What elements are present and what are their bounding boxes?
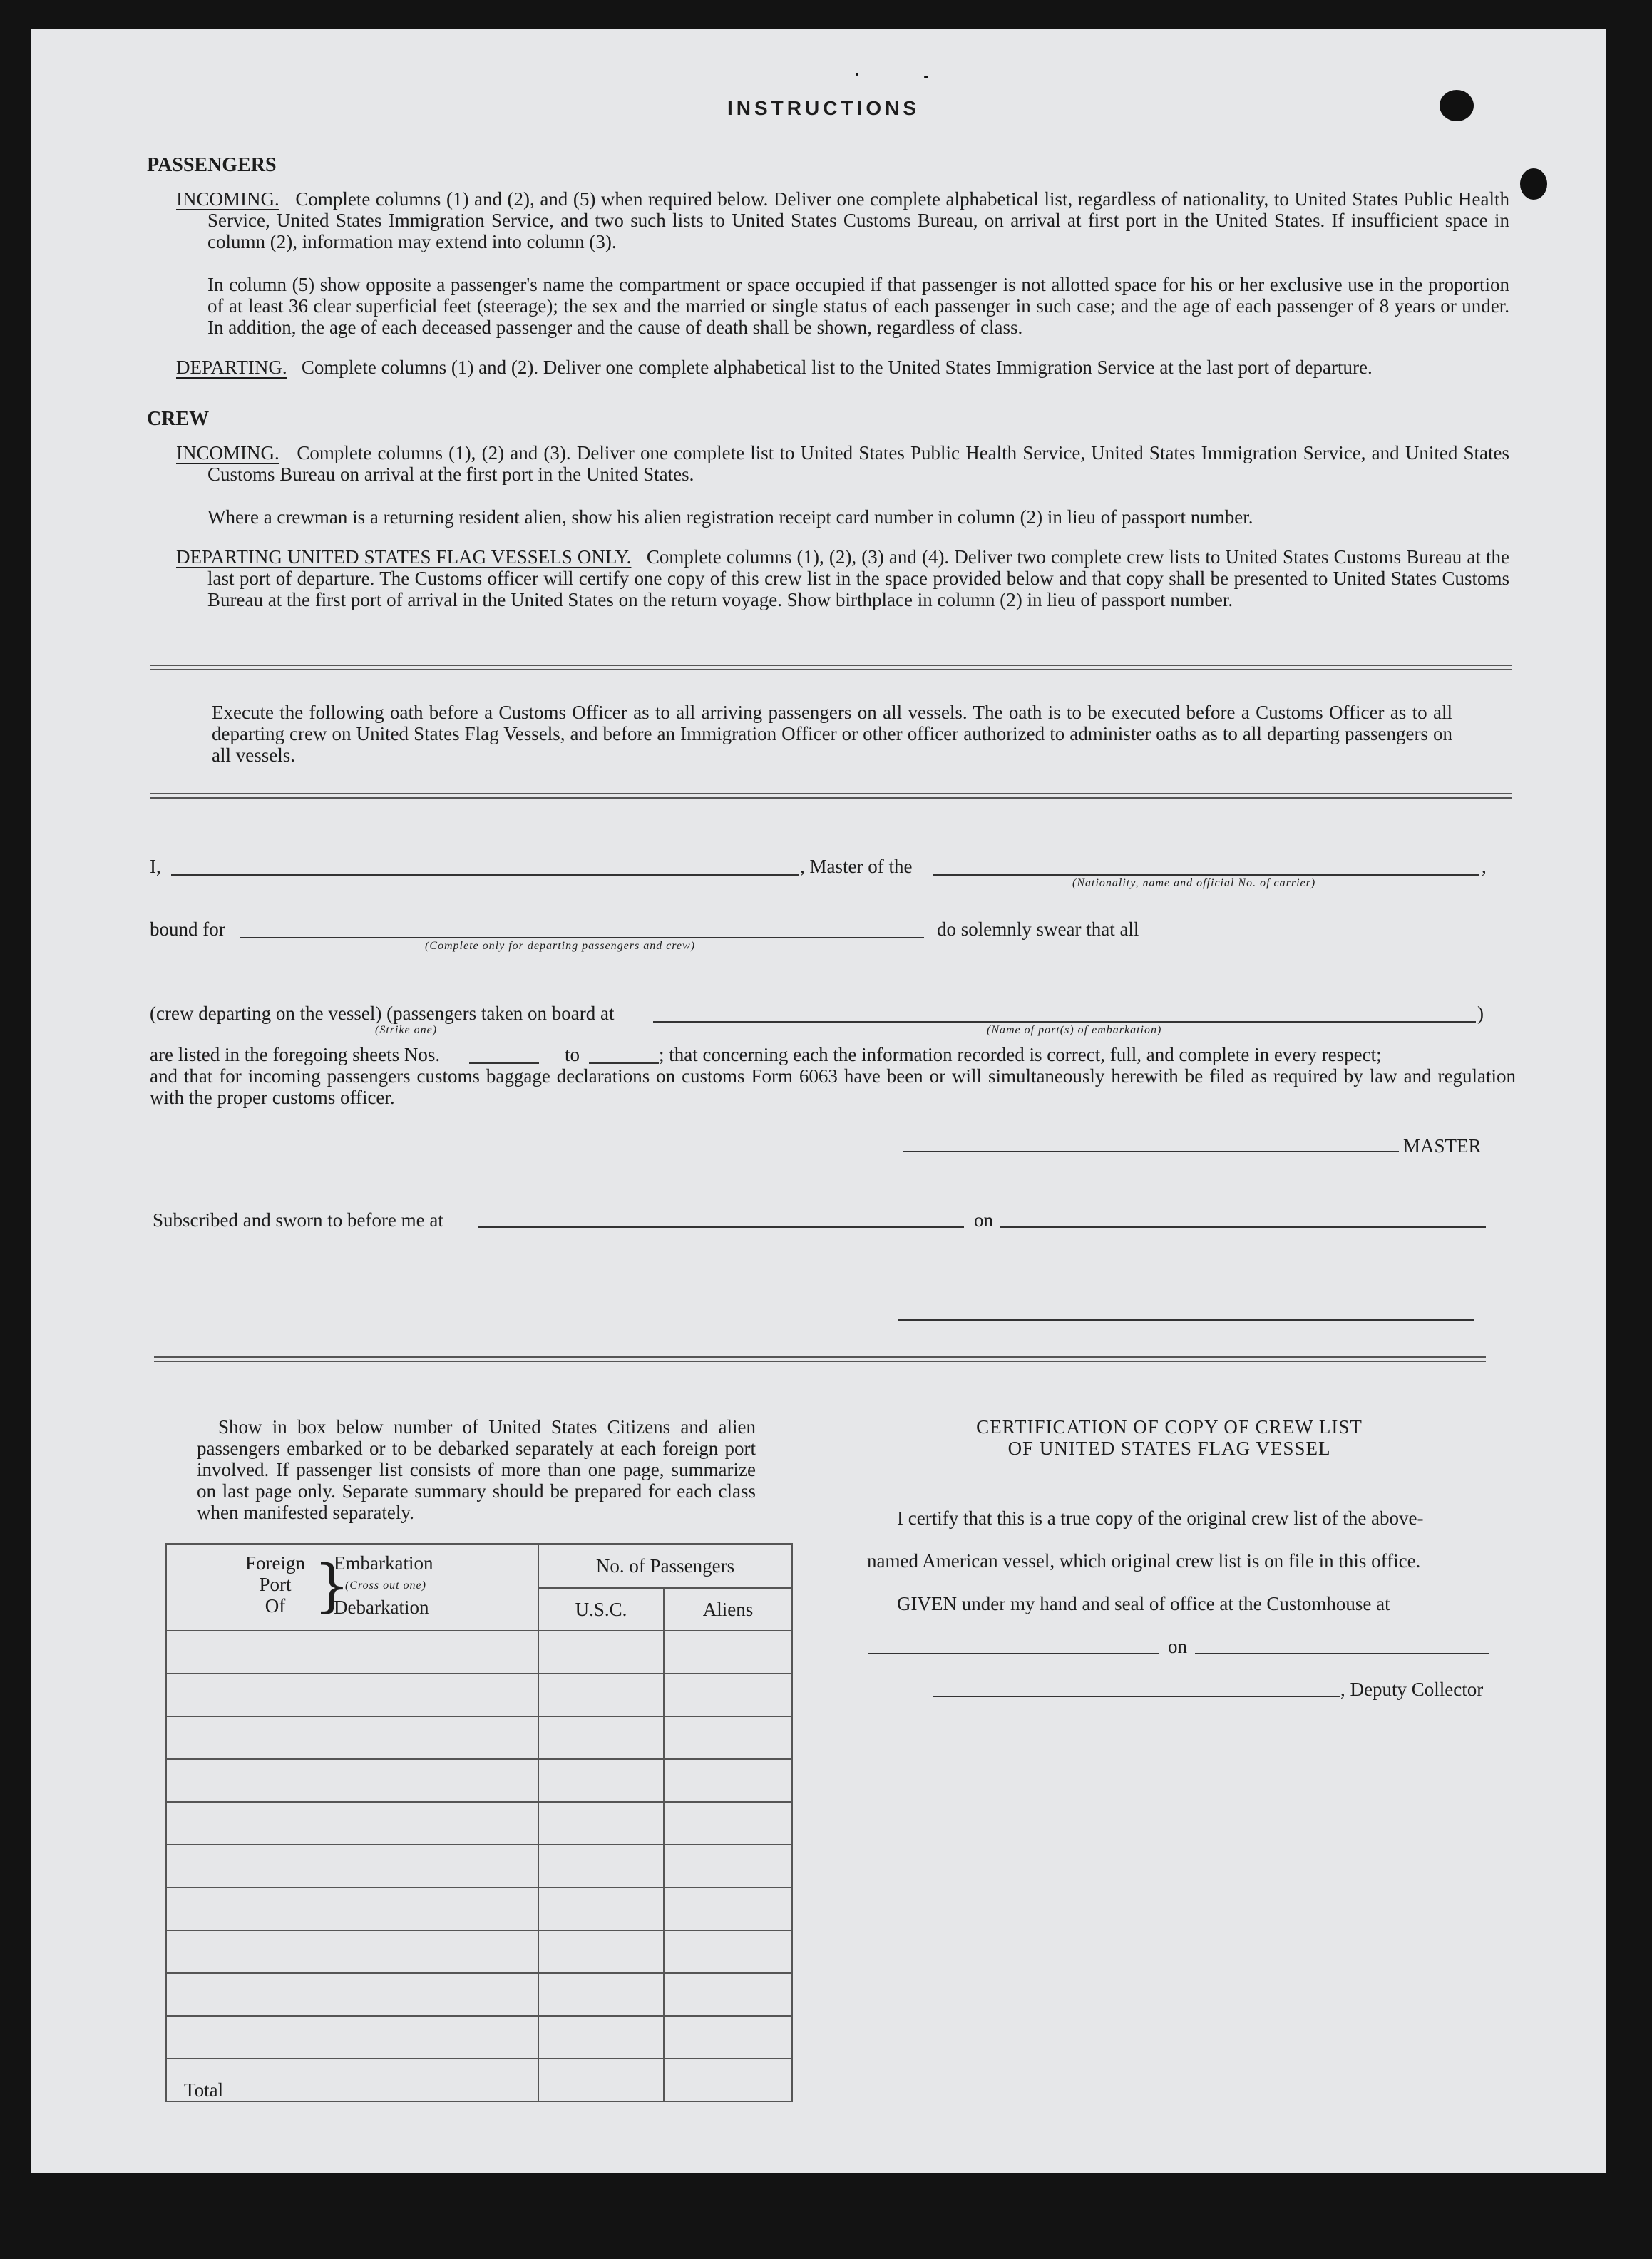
table-cell[interactable] [664, 1674, 792, 1716]
bound-for-caption: (Complete only for departing passengers and crew) [425, 940, 696, 952]
oath-instruction-paragraph: Execute the following oath before a Customs Officer as to all arriving passengers on all vessels. The oath is to be executed before a Customs Officer as to all departing crew on United States Flag Vessels, and before an Immigration Officer or other officer authorized to administer oaths as to all departing passengers on all vessels. [212, 702, 1452, 766]
table-cell[interactable] [538, 1674, 664, 1716]
col-embarkation: Embarkation [334, 1552, 433, 1574]
total-label: Total [166, 2059, 538, 2101]
passenger-summary-table [165, 1543, 793, 2102]
form-page [31, 29, 1606, 2173]
crew-departing-paragraph [176, 546, 1509, 610]
summary-instructions: Show in box below number of United States Citizens and alien passengers embarked or to be debarked separately at each foreign port involved. If passenger list consists of more than one page, summarize on last page only. Separate summary should be prepared for each class when manifested separately. [197, 1416, 756, 1523]
deputy-collector-signature-field[interactable] [933, 1696, 1340, 1697]
bound-for-label: bound for [150, 918, 225, 940]
certification-on-label: on [1168, 1636, 1187, 1657]
section-divider [150, 665, 1512, 670]
sheet-from-field[interactable] [469, 1062, 539, 1064]
page-title: INSTRUCTIONS [727, 97, 920, 119]
certification-date-field[interactable] [1195, 1653, 1489, 1654]
sheet-to-field[interactable] [589, 1062, 659, 1064]
bound-for-field[interactable] [240, 937, 924, 938]
ports-caption: (Name of port(s) of embarkation) [987, 1024, 1162, 1036]
table-cell[interactable] [664, 1973, 792, 2016]
table-cell[interactable] [538, 2016, 664, 2059]
brace-left-icon: } [314, 1552, 350, 1619]
master-of-the-label: , Master of the [800, 856, 913, 877]
crew-heading: CREW [147, 408, 210, 430]
section-divider [150, 793, 1512, 799]
strike-one-caption: (Strike one) [375, 1024, 438, 1036]
table-cell[interactable] [538, 1887, 664, 1930]
table-cell[interactable] [664, 1887, 792, 1930]
carrier-caption: (Nationality, name and official No. of carrier) [1072, 877, 1316, 889]
crew-incoming-text: Complete columns (1), (2) and (3). Deliver one complete list to United States Public Health Service, United States Immigration Service, and United States Customs Bureau on arrival at the first port in the United States. [207, 442, 1510, 485]
ports-close-paren: ) [1477, 1003, 1484, 1024]
table-cell[interactable] [664, 1759, 792, 1802]
table-cell[interactable] [664, 1631, 792, 1674]
table-cell[interactable] [166, 1887, 538, 1930]
col-port: Port [259, 1574, 292, 1595]
deputy-collector-label: , Deputy Collector [1340, 1679, 1484, 1700]
crew-incoming-label: INCOMING. [176, 442, 279, 463]
section-divider [154, 1356, 1486, 1362]
ink-dot-decoration [856, 73, 858, 76]
ink-blot-decoration [1520, 168, 1547, 200]
total-usc-cell[interactable] [538, 2059, 664, 2101]
table-cell[interactable] [166, 1631, 538, 1674]
embarkation-ports-field[interactable] [653, 1021, 1476, 1023]
table-cell[interactable] [664, 1716, 792, 1759]
table-cell[interactable] [166, 1759, 538, 1802]
col-of: Of [265, 1595, 286, 1617]
port-header-cell [166, 1544, 538, 1631]
crew-departing-text-line: (crew departing on the vessel) (passengers taken on board at [150, 1003, 615, 1024]
certification-title-line1: CERTIFICATION OF COPY OF CREW LIST [976, 1416, 1363, 1438]
listed-text-c: and that for incoming passengers customs baggage declarations on customs Form 6063 have been or will simultaneously herewith be filed as required by law and regulation with the proper customs officer. [150, 1065, 1516, 1108]
passengers-departing-text: Complete columns (1) and (2). Deliver one complete alphabetical list to the United States Immigration Service at the last port of departure. [301, 357, 1373, 378]
table-cell[interactable] [664, 1845, 792, 1887]
ink-blot-decoration [1440, 90, 1474, 121]
table-cell[interactable] [166, 1973, 538, 2016]
listed-to-label: to [565, 1044, 580, 1065]
col-foreign: Foreign [245, 1552, 305, 1574]
table-cell[interactable] [538, 1716, 664, 1759]
col-cross-out: (Cross out one) [345, 1579, 426, 1592]
table-cell[interactable] [664, 1930, 792, 1973]
master-label: MASTER [1403, 1135, 1482, 1157]
passengers-incoming-paragraph [176, 188, 1509, 252]
col-passengers: No. of Passengers [538, 1544, 792, 1588]
sworn-on-label: on [974, 1209, 993, 1231]
table-cell[interactable] [538, 1930, 664, 1973]
total-aliens-cell[interactable] [664, 2059, 792, 2101]
swear-text: do solemnly swear that all [937, 918, 1139, 940]
listed-text-a: are listed in the foregoing sheets Nos. [150, 1044, 441, 1065]
table-cell[interactable] [166, 1930, 538, 1973]
table-cell[interactable] [166, 1802, 538, 1845]
crew-departing-text: Complete columns (1), (2), (3) and (4). Deliver two complete crew lists to United States Customs Bureau at the last port of departure. The Customs officer will certify one copy of this crew list in the space provided below and that copy shall be presented to United States Customs Bureau at the first port of arrival in the United States on the return voyage. Show birthplace in column (2) in lieu of passport number. [207, 546, 1509, 610]
table-cell[interactable] [664, 1802, 792, 1845]
crew-resident-paragraph: Where a crewman is a returning resident alien, show his alien registration receipt card number in column (2) in lieu of passport number. [207, 506, 1253, 528]
sworn-date-field[interactable] [1000, 1226, 1486, 1228]
officer-signature-field[interactable] [898, 1319, 1474, 1321]
table-cell[interactable] [538, 1845, 664, 1887]
table-cell[interactable] [166, 1716, 538, 1759]
table-cell[interactable] [538, 1802, 664, 1845]
certification-line3: GIVEN under my hand and seal of office at the Customhouse at [897, 1593, 1390, 1614]
carrier-field[interactable] [933, 874, 1479, 876]
passengers-heading: PASSENGERS [147, 154, 277, 176]
ink-dot-decoration [924, 76, 928, 78]
passengers-column5-paragraph: In column (5) show opposite a passenger's name the compartment or space occupied if that passenger is not allotted space for his or her exclusive use in the proportion of at least 36 clear superficial feet (steerage); the sex and the married or single status of each passenger in such case; and the age of each passenger of 8 years or under. In addition, the age of each deceased passenger and the cause of death shall be shown, regardless of class. [207, 274, 1509, 338]
passengers-incoming-label: INCOMING. [176, 188, 279, 210]
listed-text-b: ; that concerning each the information recorded is correct, full, and complete in every respect; [659, 1044, 1382, 1065]
table-cell[interactable] [166, 1674, 538, 1716]
passengers-departing-label: DEPARTING. [176, 357, 287, 378]
subscribed-label: Subscribed and sworn to before me at [153, 1209, 443, 1231]
sworn-at-field[interactable] [478, 1226, 964, 1228]
certification-title-line2: OF UNITED STATES FLAG VESSEL [1007, 1438, 1331, 1459]
col-usc: U.S.C. [538, 1588, 664, 1631]
customhouse-field[interactable] [868, 1653, 1159, 1654]
passengers-departing-paragraph [176, 357, 1509, 378]
passengers-incoming-text: Complete columns (1) and (2), and (5) when required below. Deliver one complete alphabetical list, regardless of nationality, to United States Public Health Service, United States Immigration Service, and two such lists to United States Customs Bureau, on arrival at first port in the United States. If insufficient space in column (2), information may extend into column (3). [207, 188, 1510, 252]
master-name-field[interactable] [171, 874, 799, 876]
col-debarkation: Debarkation [334, 1597, 429, 1618]
carrier-trailing-comma: , [1482, 856, 1487, 877]
oath-i-label: I, [150, 856, 161, 877]
table-cell[interactable] [538, 1973, 664, 2016]
table-cell[interactable] [538, 1631, 664, 1674]
certification-line1: I certify that this is a true copy of the original crew list of the above- [897, 1507, 1424, 1529]
col-aliens: Aliens [664, 1588, 792, 1631]
table-cell[interactable] [166, 2016, 538, 2059]
table-cell[interactable] [664, 2016, 792, 2059]
table-cell[interactable] [166, 1845, 538, 1887]
master-signature-field[interactable] [903, 1151, 1399, 1152]
certification-line2: named American vessel, which original crew list is on file in this office. [867, 1550, 1421, 1572]
crew-departing-label: DEPARTING UNITED STATES FLAG VESSELS ONLY. [176, 546, 632, 568]
crew-incoming-paragraph [176, 442, 1509, 485]
table-cell[interactable] [538, 1759, 664, 1802]
